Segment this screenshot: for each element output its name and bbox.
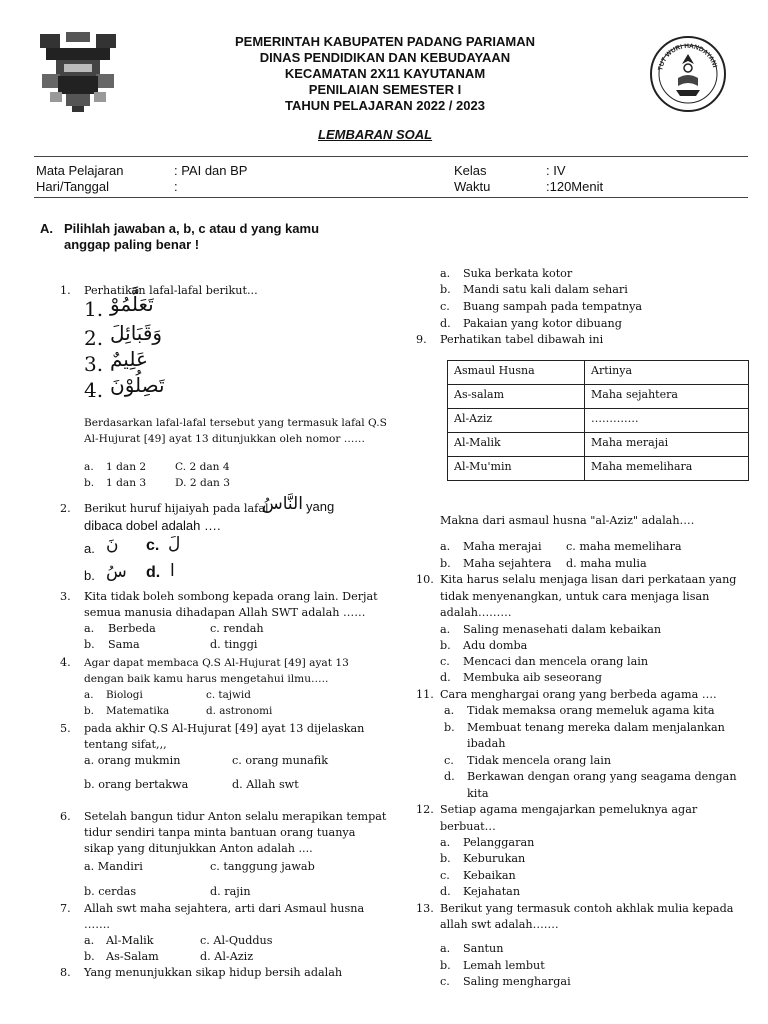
q4-opt-a: Biologi [106,689,143,701]
table-cell: Al-Aziz [448,409,585,433]
q12-line-1: Setiap agama mengajarkan pemeluknya agar [440,803,698,816]
q1-item-2-arabic: وَقَبَائِلَ [110,321,163,345]
q2-text-2: yang [306,499,335,514]
q2-arabic: النَّاسُ [262,494,303,514]
q13-number: 13. [416,902,434,915]
q7-opt-c: c. Al-Quddus [200,934,273,947]
q1-para-2: Al-Hujurat [49] ayat 13 ditunjukkan oleh nomor …… [84,433,365,445]
tut-wuri-handayani-logo [648,34,728,114]
q8-opt-d-letter: d. [440,317,451,330]
q4-line-2: dengan baik kamu harus mengetahui ilmu….. [84,673,329,685]
q2-opt-b-letter: b. [84,568,95,583]
q8-opt-a-letter: a. [440,267,451,280]
date-label: Hari/Tanggal [36,179,109,194]
q11-opt-a-letter: a. [444,704,455,717]
q3-opt-c: c. rendah [210,622,264,635]
info-top-rule [34,156,748,157]
q10-opt-a-letter: a. [440,623,451,636]
class-value: : IV [546,163,566,178]
q4-line-1: Agar dapat membaca Q.S Al-Hujurat [49] ayat 13 [84,657,349,669]
q6-line-3: sikap yang ditunjukkan Anton adalah .... [84,842,313,855]
table-row [448,457,749,481]
q2-opt-d-arabic: ا [170,561,175,581]
q12-opt-d-letter: d. [440,885,451,898]
header-line-4: PENILAIAN SEMESTER I [308,82,462,97]
q6-line-1: Setelah bangun tidur Anton selalu merapikan tempat [84,810,387,823]
q10-opt-a: Saling menasehati dalam kebaikan [463,623,662,636]
q11-opt-c-letter: c. [444,754,454,767]
q4-opt-b-letter: b. [84,705,94,717]
q11-opt-b-letter: b. [444,721,455,734]
q3-opt-a-letter: a. [84,622,95,635]
q7-line-1: Allah swt maha sejahtera, arti dari Asmaul husna [84,902,365,915]
q7-opt-b: As-Salam [106,950,159,963]
q8-opt-d: Pakaian yang kotor dibuang [463,317,622,330]
q6-number: 6. [60,810,71,823]
q1-item-1-arabic: تَعَلَّمُوْ [110,292,154,316]
q13-opt-a: Santun [463,942,504,955]
q11-opt-b-line-2: ibadah [467,737,506,750]
q8-opt-c-letter: c. [440,300,450,313]
q12-opt-c-letter: c. [440,869,450,882]
table-cell: Maha sejahtera [585,385,749,409]
table-cell: …………. [585,409,749,433]
q3-line-1: Kita tidak boleh sombong kepada orang lain. Derjat [84,590,378,603]
q10-opt-c-letter: c. [440,655,450,668]
q1-para-1: Berdasarkan lafal-lafal tersebut yang termasuk lafal Q.S [84,417,387,429]
q11-opt-a: Tidak memaksa orang memeluk agama kita [467,704,715,717]
q10-number: 10. [416,573,434,586]
q8-line-1: Yang menunjukkan sikap hidup bersih adalah [84,966,343,979]
table-cell: Artinya [585,361,749,385]
table-row [448,409,749,433]
q10-opt-d-letter: d. [440,671,451,684]
q10-opt-b-letter: b. [440,639,451,652]
q5-number: 5. [60,722,71,735]
table-cell: Asmaul Husna [448,361,585,385]
q7-opt-d: d. Al-Aziz [200,950,254,963]
info-bottom-rule [34,197,748,198]
q13-line-1: Berikut yang termasuk contoh akhlak mulia kepada [440,902,734,915]
q2-opt-c-arabic: لَ [168,534,181,554]
q1-opt-a-letter: a. [84,461,94,473]
q1-item-2-number: 2. [84,326,104,350]
q6-opt-d: d. rajin [210,885,251,898]
q12-number: 12. [416,803,434,816]
q7-opt-b-letter: b. [84,950,95,963]
q1-opt-a: 1 dan 2 [106,461,147,473]
q10-opt-b: Adu domba [463,639,528,652]
q12-opt-d: Kejahatan [463,885,521,898]
q5-line-1: pada akhir Q.S Al-Hujurat [49] ayat 13 dijelaskan [84,722,365,735]
q10-line-1: Kita harus selalu menjaga lisan dari perkataan yang [440,573,737,586]
q10-opt-d: Membuka aib seseorang [463,671,602,684]
table-row [448,361,749,385]
q12-opt-a: Pelanggaran [463,836,535,849]
q3-opt-d: d. tinggi [210,638,258,651]
q1-item-1-number: 1. [84,297,104,321]
subject-label: Mata Pelajaran [36,163,124,178]
q4-number: 4. [60,656,71,669]
q9-text: Perhatikan tabel dibawah ini [440,333,604,346]
q5-opt-c: c. orang munafik [232,754,328,767]
q8-opt-b: Mandi satu kali dalam sehari [463,283,628,296]
q9-opt-a-letter: a. [440,540,451,553]
q1-opt-b-letter: b. [84,477,95,489]
class-label: Kelas [454,163,487,178]
q3-line-2: semua manusia dihadapan Allah SWT adalah …… [84,606,366,619]
q13-opt-a-letter: a. [440,942,451,955]
subject-value: : PAI dan BP [174,163,248,178]
q6-opt-a: a. Mandiri [84,860,143,873]
q9-opt-b-letter: b. [440,557,451,570]
q13-opt-c: Saling menghargai [463,975,571,988]
svg-text:TUT WURI HANDAYANI: TUT WURI HANDAYANI [657,42,719,72]
header-line-5: TAHUN PELAJARAN 2022 / 2023 [285,98,485,113]
q5-opt-d: d. Allah swt [232,778,299,791]
q8-number: 8. [60,966,71,979]
q10-opt-c: Mencaci dan mencela orang lain [463,655,649,668]
q11-opt-d-line-1: Berkawan dengan orang yang seagama dengan [467,770,737,783]
q1-item-3-number: 3. [84,352,104,376]
q13-line-2: allah swt adalah……. [440,918,559,931]
q1-item-3-arabic: عَلِيمٌ [110,347,148,371]
q11-opt-d-letter: d. [444,770,455,783]
page-title: LEMBARAN SOAL [318,127,433,142]
q8-opt-c: Buang sampah pada tempatnya [463,300,643,313]
q5-line-2: tentang sifat,,, [84,738,167,751]
header-line-3: KECAMATAN 2X11 KAYUTANAM [284,66,486,81]
q3-opt-a: Berbeda [108,622,156,635]
q5-opt-b: b. orang bertakwa [84,778,189,791]
q13-opt-b-letter: b. [440,959,451,972]
q9-question: Makna dari asmaul husna "al-Aziz" adalah…. [440,514,695,527]
q8-opt-a: Suka berkata kotor [463,267,573,280]
table-cell: Maha memelihara [585,457,749,481]
q5-opt-a: a. orang mukmin [84,754,181,767]
q4-opt-d: d. astronomi [206,705,273,717]
q9-opt-b: Maha sejahtera [463,557,552,570]
q3-opt-b: Sama [108,638,140,651]
q2-opt-d-letter: d. [146,564,161,581]
q8-opt-b-letter: b. [440,283,451,296]
q1-opt-d: D. 2 dan 3 [175,477,230,489]
q9-opt-c: c. maha memelihara [566,540,682,553]
q4-opt-a-letter: a. [84,689,94,701]
q1-opt-b: 1 dan 3 [106,477,147,489]
header-line-1: PEMERINTAH KABUPATEN PADANG PARIAMAN [235,34,535,49]
q6-opt-c: c. tanggung jawab [210,860,315,873]
section-letter: A. [40,221,53,236]
q4-opt-c: c. tajwid [206,689,251,701]
q2-opt-a-letter: a. [84,541,95,556]
table-cell: As-salam [448,385,585,409]
q9-opt-a: Maha merajai [463,540,542,553]
section-instruction-1: Pilihlah jawaban a, b, c atau d yang kamu [64,221,320,236]
q1-text: Perhatikan lafal-lafal berikut... [84,284,258,297]
q7-line-2: ……. [84,918,110,931]
q11-number: 11. [416,688,434,701]
table-cell: Maha merajai [585,433,749,457]
q13-opt-b: Lemah lembut [463,959,545,972]
q1-number: 1. [60,284,71,297]
q2-opt-a-arabic: نَ [106,535,119,555]
q6-line-2: tidur sendiri tanpa minta bantuan orang tuanya [84,826,356,839]
q6-opt-b: b. cerdas [84,885,137,898]
q2-opt-b-arabic: سُ [106,562,127,582]
q2-number: 2. [60,502,71,515]
q4-opt-b: Matematika [106,705,170,717]
date-value: : [174,179,178,194]
asmaul-husna-table [447,360,749,481]
q1-opt-c: C. 2 dan 4 [175,461,230,473]
q3-number: 3. [60,590,71,603]
q1-item-4-arabic: تَصِلُوْنَ [110,373,165,397]
time-value: :120Menit [546,179,604,194]
q3-opt-b-letter: b. [84,638,95,651]
table-cell: Al-Malik [448,433,585,457]
q12-opt-a-letter: a. [440,836,451,849]
q7-opt-a-letter: a. [84,934,95,947]
q11-line-1: Cara menghargai orang yang berbeda agama …. [440,688,717,701]
q11-opt-c: Tidak mencela orang lain [467,754,612,767]
q10-line-2: tidak menyenangkan, untuk cara menjaga lisan [440,590,710,603]
q9-opt-d: d. maha mulia [566,557,647,570]
q9-number: 9. [416,333,427,346]
header-line-2: DINAS PENDIDIKAN DAN KEBUDAYAAN [259,50,511,65]
q12-opt-c: Kebaikan [463,869,516,882]
q2-opt-c-letter: c. [146,537,160,554]
q10-line-3: adalah……… [440,606,512,619]
q1-item-4-number: 4. [84,378,104,402]
table-row [448,433,749,457]
q7-number: 7. [60,902,71,915]
q12-line-2: berbuat… [440,820,496,833]
q7-opt-a: Al-Malik [106,934,154,947]
table-row [448,385,749,409]
table-cell: Al-Mu'min [448,457,585,481]
q12-opt-b-letter: b. [440,852,451,865]
q11-opt-d-line-2: kita [467,787,489,800]
q12-opt-b: Keburukan [463,852,526,865]
section-instruction-2: anggap paling benar ! [64,237,200,252]
q11-opt-b-line-1: Membuat tenang mereka dalam menjalankan [467,721,725,734]
q2-text-1: Berikut huruf hijaiyah pada lafal [84,502,269,515]
regency-logo [36,30,120,114]
q13-opt-c-letter: c. [440,975,450,988]
time-label: Waktu [454,179,491,194]
q2-line-2: dibaca dobel adalah …. [84,518,221,533]
